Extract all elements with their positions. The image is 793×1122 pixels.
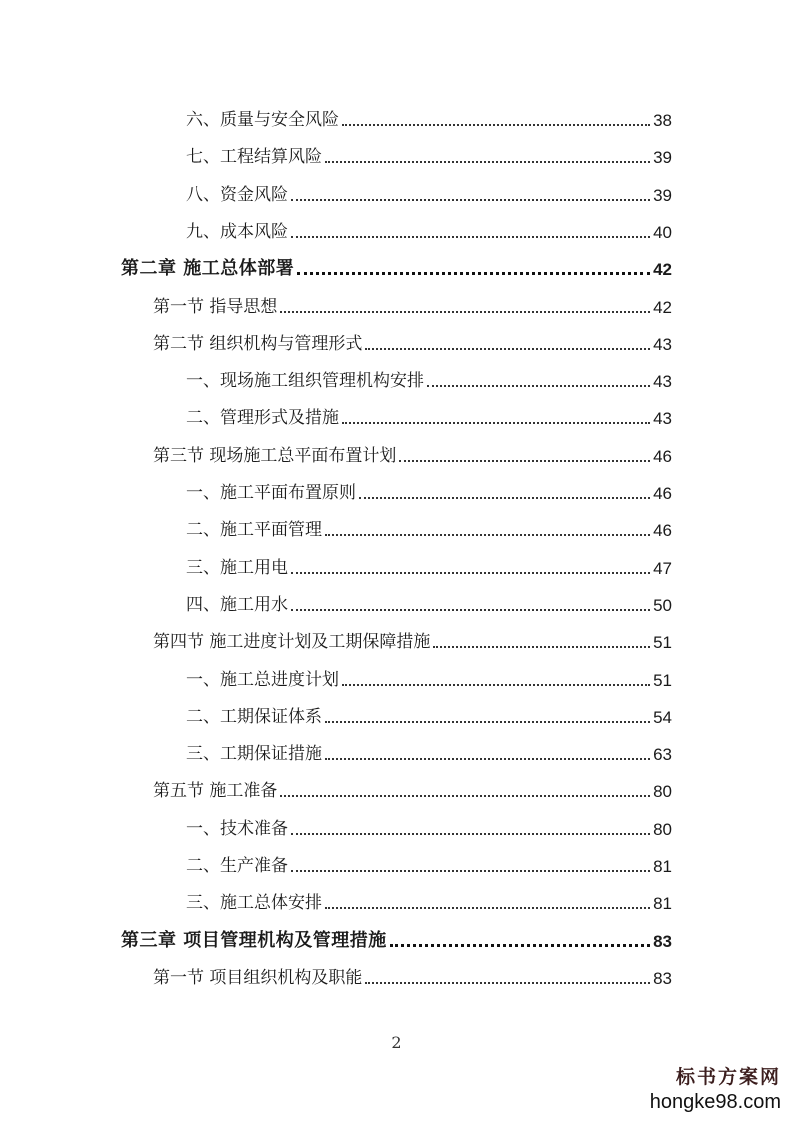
toc-entry-item xyxy=(186,138,672,175)
toc-dot-leader xyxy=(365,981,650,984)
toc-dot-leader xyxy=(291,832,650,835)
watermark xyxy=(650,1062,781,1114)
toc-entry-label: 一、现场施工组织管理机构安排 xyxy=(186,371,424,391)
toc-dot-leader xyxy=(291,235,650,238)
toc-dot-leader xyxy=(342,421,650,424)
toc-entry-label: 二、施工平面管理 xyxy=(186,520,322,540)
toc-dot-leader xyxy=(427,384,650,387)
watermark-url: hongke98.com xyxy=(649,1091,781,1113)
toc-dot-leader xyxy=(291,198,650,201)
toc-dot-leader xyxy=(325,720,650,723)
toc-entry-label: 四、施工用水 xyxy=(186,595,288,615)
toc-entry-page: 63 xyxy=(653,745,672,764)
toc-dot-leader xyxy=(291,571,650,574)
toc-entry-page: 43 xyxy=(653,372,672,391)
toc-entry-page: 43 xyxy=(653,335,672,354)
toc-entry-item xyxy=(186,549,672,586)
toc-entry-label: 第二节 组织机构与管理形式 xyxy=(153,334,363,354)
toc-entry-item xyxy=(186,884,672,921)
watermark-site-name: 标书方案网 xyxy=(675,1066,781,1088)
toc-entry-chapter xyxy=(121,250,672,287)
toc-entry-label: 二、工期保证体系 xyxy=(186,707,322,727)
toc-entry-item xyxy=(186,698,672,735)
toc-entry-item xyxy=(186,362,672,399)
toc-entry-page: 43 xyxy=(653,409,672,428)
toc-entry-label: 第二章 施工总体部署 xyxy=(121,258,295,279)
toc-entry-label: 一、施工总进度计划 xyxy=(186,670,339,690)
toc-entry-section xyxy=(153,437,672,474)
toc-entry-page: 39 xyxy=(653,148,672,167)
toc-entry-item xyxy=(186,176,672,213)
toc-entry-label: 七、工程结算风险 xyxy=(186,147,322,167)
toc-entry-label: 三、施工总体安排 xyxy=(186,893,322,913)
toc-dot-leader xyxy=(365,347,650,350)
toc-entry-page: 81 xyxy=(653,894,672,913)
toc-dot-leader xyxy=(433,645,650,648)
toc-entry-page: 42 xyxy=(653,260,672,279)
page-number: 2 xyxy=(391,1033,402,1052)
toc-dot-leader xyxy=(280,794,650,797)
toc-entry-label: 一、技术准备 xyxy=(186,819,288,839)
toc-entry-item xyxy=(186,101,672,138)
toc-entry-label: 第三节 现场施工总平面布置计划 xyxy=(153,446,397,466)
toc-entry-page: 51 xyxy=(653,633,672,652)
toc-entry-item xyxy=(186,474,672,511)
toc-entry-page: 51 xyxy=(653,671,672,690)
toc-entry-page: 80 xyxy=(653,820,672,839)
toc-entry-chapter xyxy=(121,922,672,959)
toc-dot-leader xyxy=(325,906,650,909)
toc-entry-section xyxy=(153,959,672,996)
toc-entry-item xyxy=(186,735,672,772)
toc-dot-leader xyxy=(359,496,650,499)
toc-entry-label: 三、施工用电 xyxy=(186,558,288,578)
toc-dot-leader xyxy=(342,683,650,686)
toc-entry-page: 39 xyxy=(653,186,672,205)
toc-dot-leader xyxy=(399,459,650,462)
toc-dot-leader xyxy=(325,533,650,536)
toc-entry-label: 三、工期保证措施 xyxy=(186,744,322,764)
toc-entry-label: 二、管理形式及措施 xyxy=(186,408,339,428)
toc-entry-page: 42 xyxy=(653,298,672,317)
toc-entry-label: 第四节 施工进度计划及工期保障措施 xyxy=(153,632,431,652)
toc-entry-page: 46 xyxy=(653,521,672,540)
toc-entry-label: 第一节 指导思想 xyxy=(153,297,278,317)
toc-dot-leader xyxy=(325,757,650,760)
toc-entry-page: 81 xyxy=(653,857,672,876)
toc-entry-label: 八、资金风险 xyxy=(186,185,288,205)
toc-entry-item xyxy=(186,810,672,847)
toc-entry-page: 83 xyxy=(653,969,672,988)
toc-entry-section xyxy=(153,325,672,362)
toc-entry-section xyxy=(153,772,672,809)
toc-entry-page: 46 xyxy=(653,447,672,466)
toc-entry-label: 第一节 项目组织机构及职能 xyxy=(153,968,363,988)
toc-entry-label: 第三章 项目管理机构及管理措施 xyxy=(121,930,387,951)
toc-entry-label: 九、成本风险 xyxy=(186,222,288,242)
toc-entry-section xyxy=(153,623,672,660)
toc-entry-page: 40 xyxy=(653,223,672,242)
toc-entry-item xyxy=(186,213,672,250)
toc-entry-page: 46 xyxy=(653,484,672,503)
toc-dot-leader xyxy=(325,160,650,163)
toc-dot-leader xyxy=(342,123,650,126)
toc-dot-leader xyxy=(291,608,650,611)
toc-entry-item xyxy=(186,661,672,698)
toc-entry-page: 54 xyxy=(653,708,672,727)
toc-entry-item xyxy=(186,847,672,884)
toc-entry-label: 一、施工平面布置原则 xyxy=(186,483,356,503)
toc-entry-page: 47 xyxy=(653,559,672,578)
toc-entry-item xyxy=(186,511,672,548)
toc-entry-page: 38 xyxy=(653,111,672,130)
toc-entry-label: 二、生产准备 xyxy=(186,856,288,876)
toc-entry-label: 第五节 施工准备 xyxy=(153,781,278,801)
toc-dot-leader xyxy=(390,943,650,947)
toc-entry-item xyxy=(186,399,672,436)
toc-entry-page: 83 xyxy=(653,932,672,951)
toc-dot-leader xyxy=(280,310,650,313)
toc-entry-item xyxy=(186,586,672,623)
toc-entry-page: 50 xyxy=(653,596,672,615)
toc-entry-label: 六、质量与安全风险 xyxy=(186,110,339,130)
toc-entry-section xyxy=(153,288,672,325)
toc-entry-page: 80 xyxy=(653,782,672,801)
toc-dot-leader xyxy=(297,271,650,275)
toc-dot-leader xyxy=(291,869,650,872)
